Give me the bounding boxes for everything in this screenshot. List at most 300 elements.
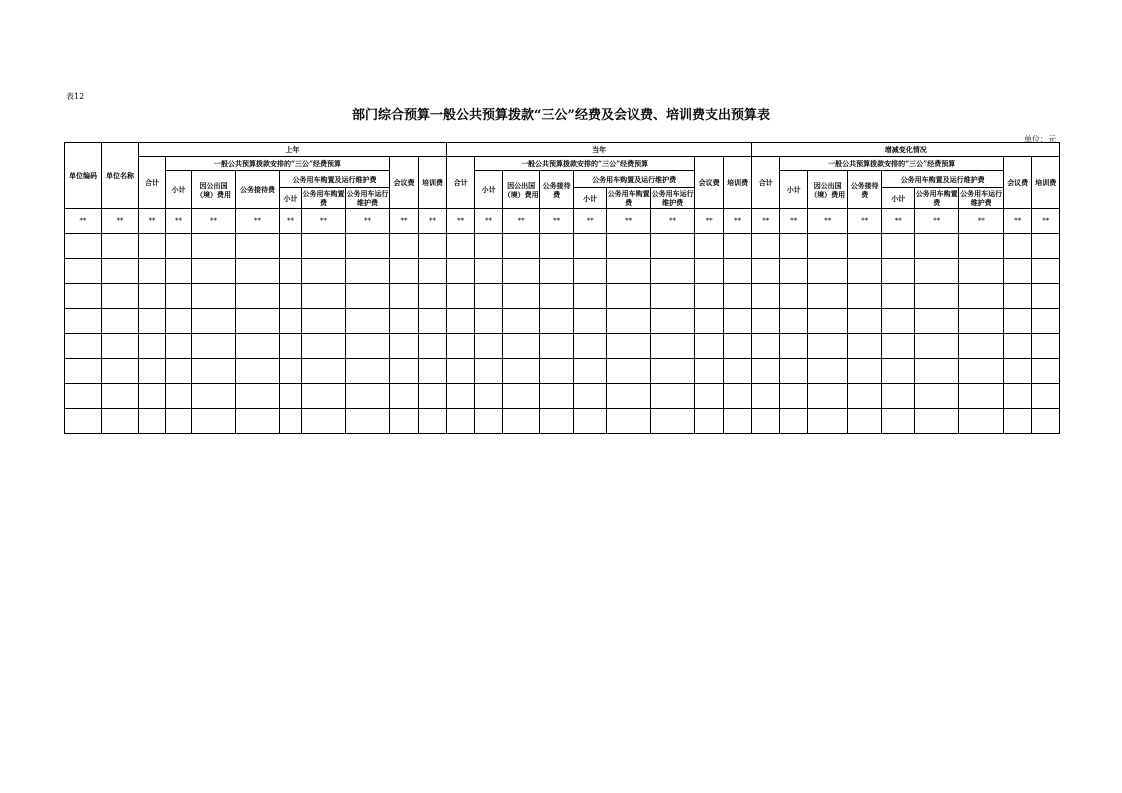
table-cell	[475, 334, 503, 359]
table-cell: **	[1032, 209, 1060, 234]
table-row	[65, 284, 1060, 309]
table-cell	[959, 259, 1004, 284]
table-cell	[695, 409, 724, 434]
table-cell	[475, 284, 503, 309]
table-cell	[280, 234, 302, 259]
table-cell	[503, 259, 540, 284]
table-cell	[651, 334, 695, 359]
table-cell	[1004, 334, 1032, 359]
table-row	[65, 309, 1060, 334]
table-cell	[752, 409, 780, 434]
table-cell	[139, 309, 166, 334]
page-title: 部门综合预算一般公共预算拨款“三公”经费及会议费、培训费支出预算表	[352, 108, 770, 123]
table-cell	[447, 384, 475, 409]
table-cell	[236, 309, 280, 334]
table-cell	[503, 384, 540, 409]
table-cell	[346, 359, 390, 384]
table-row	[65, 359, 1060, 384]
table-cell	[848, 284, 882, 309]
table-cell: **	[166, 209, 192, 234]
table-cell	[915, 259, 959, 284]
table-cell	[102, 259, 139, 284]
table-cell	[390, 309, 419, 334]
meeting-header: 会议费	[390, 157, 419, 209]
table-cell	[390, 334, 419, 359]
table-cell	[447, 284, 475, 309]
table-cell	[139, 259, 166, 284]
total-header: 合计	[139, 157, 166, 209]
table-cell	[574, 234, 607, 259]
table-cell	[915, 334, 959, 359]
table-cell	[102, 234, 139, 259]
table-cell	[192, 334, 236, 359]
table-cell	[280, 334, 302, 359]
table-cell	[607, 409, 651, 434]
table-cell	[882, 409, 915, 434]
table-cell	[915, 234, 959, 259]
table-cell	[447, 309, 475, 334]
table-cell	[607, 309, 651, 334]
table-cell	[574, 309, 607, 334]
table-cell	[139, 384, 166, 409]
table-cell	[65, 309, 102, 334]
table-cell	[65, 384, 102, 409]
table-cell	[447, 234, 475, 259]
table-cell	[236, 409, 280, 434]
table-cell	[848, 409, 882, 434]
table-row	[65, 234, 1060, 259]
table-cell	[447, 334, 475, 359]
table-cell	[390, 384, 419, 409]
table-cell	[574, 284, 607, 309]
reception-header: 公务接待费	[540, 171, 574, 209]
table-cell: **	[574, 209, 607, 234]
sangong-header: 一般公共预算拨款安排的“三公”经费预算	[166, 157, 390, 171]
table-cell	[651, 284, 695, 309]
table-cell	[915, 359, 959, 384]
table-cell	[574, 334, 607, 359]
table-cell: **	[695, 209, 724, 234]
table-cell	[752, 309, 780, 334]
table-cell	[780, 284, 808, 309]
table-cell	[915, 284, 959, 309]
table-cell	[475, 359, 503, 384]
table-cell	[607, 359, 651, 384]
table-cell	[192, 234, 236, 259]
table-cell: **	[752, 209, 780, 234]
subtotal-header: 小计	[166, 171, 192, 209]
table-cell: **	[475, 209, 503, 234]
table-cell: **	[280, 209, 302, 234]
table-cell	[848, 259, 882, 284]
table-cell	[780, 384, 808, 409]
table-cell	[780, 234, 808, 259]
table-cell: **	[65, 209, 102, 234]
unit-name-header: 单位名称	[102, 143, 139, 209]
table-cell	[166, 384, 192, 409]
table-cell	[139, 409, 166, 434]
table-cell	[1032, 309, 1060, 334]
table-cell	[752, 384, 780, 409]
table-cell	[540, 309, 574, 334]
training-header: 培训费	[419, 157, 447, 209]
abroad-header: 因公出国（境）费用	[503, 171, 540, 209]
table-cell	[65, 409, 102, 434]
table-cell	[475, 234, 503, 259]
table-cell	[1004, 384, 1032, 409]
table-cell	[302, 309, 346, 334]
table-cell	[607, 259, 651, 284]
table-cell	[780, 309, 808, 334]
table-cell	[166, 309, 192, 334]
table-cell	[390, 234, 419, 259]
table-cell: **	[724, 209, 752, 234]
table-cell	[390, 359, 419, 384]
table-cell	[236, 259, 280, 284]
table-cell	[651, 259, 695, 284]
table-cell	[607, 234, 651, 259]
table-cell	[419, 234, 447, 259]
table-cell	[780, 334, 808, 359]
table-cell	[236, 334, 280, 359]
table-cell	[1004, 409, 1032, 434]
table-cell	[447, 409, 475, 434]
table-cell	[102, 359, 139, 384]
table-cell: **	[882, 209, 915, 234]
table-cell	[808, 284, 848, 309]
table-cell	[651, 359, 695, 384]
vehicle-subtotal-header: 小计	[280, 188, 302, 209]
table-cell	[808, 409, 848, 434]
table-cell	[724, 334, 752, 359]
table-cell: **	[390, 209, 419, 234]
table-cell	[346, 284, 390, 309]
table-cell	[695, 334, 724, 359]
table-cell	[959, 384, 1004, 409]
table-cell	[540, 234, 574, 259]
table-cell	[695, 234, 724, 259]
table-cell	[959, 309, 1004, 334]
table-cell	[574, 259, 607, 284]
table-cell: **	[139, 209, 166, 234]
table-cell	[882, 334, 915, 359]
table-cell	[1032, 234, 1060, 259]
table-cell	[959, 334, 1004, 359]
unit-label: 单位：元	[1024, 135, 1056, 144]
table-cell	[503, 334, 540, 359]
table-cell	[574, 359, 607, 384]
table-cell	[102, 284, 139, 309]
table-cell	[724, 384, 752, 409]
table-cell: **	[302, 209, 346, 234]
group-header-current-year: 当年	[447, 143, 752, 157]
table-cell	[808, 309, 848, 334]
table-cell	[780, 409, 808, 434]
vehicle-operation-header: 公务用车运行维护费	[651, 189, 694, 207]
table-cell	[1032, 409, 1060, 434]
table-cell	[724, 359, 752, 384]
table-cell: **	[959, 209, 1004, 234]
table-cell	[651, 234, 695, 259]
table-cell	[882, 259, 915, 284]
table-cell	[166, 284, 192, 309]
table-cell	[390, 259, 419, 284]
table-cell	[102, 384, 139, 409]
table-cell	[1032, 359, 1060, 384]
reception-header: 公务接待费	[848, 171, 882, 209]
table-cell	[607, 384, 651, 409]
table-cell	[166, 334, 192, 359]
table-cell: **	[780, 209, 808, 234]
table-cell: **	[447, 209, 475, 234]
table-cell	[540, 259, 574, 284]
table-cell	[236, 384, 280, 409]
table-cell	[503, 409, 540, 434]
table-cell	[475, 384, 503, 409]
table-cell	[808, 234, 848, 259]
table-cell	[882, 384, 915, 409]
table-cell	[752, 284, 780, 309]
table-cell	[302, 359, 346, 384]
vehicle-subtotal-header: 小计	[882, 188, 915, 209]
table-cell	[302, 334, 346, 359]
table-cell: **	[651, 209, 695, 234]
table-cell	[959, 284, 1004, 309]
table-cell	[192, 359, 236, 384]
table-cell	[280, 284, 302, 309]
table-cell	[848, 359, 882, 384]
table-cell	[102, 334, 139, 359]
table-cell: **	[540, 209, 574, 234]
table-cell: **	[346, 209, 390, 234]
vehicle-operation-header: 公务用车运行维护费	[346, 189, 389, 207]
table-cell	[280, 384, 302, 409]
table-cell	[192, 309, 236, 334]
table-cell	[139, 284, 166, 309]
table-cell	[695, 384, 724, 409]
table-cell	[1032, 284, 1060, 309]
table-cell	[752, 334, 780, 359]
table-cell	[695, 309, 724, 334]
table-cell	[882, 234, 915, 259]
vehicle-operation-header: 公务用车运行维护费	[960, 189, 1003, 207]
training-header: 培训费	[724, 157, 752, 209]
sangong-header: 一般公共预算拨款安排的“三公”经费预算	[475, 157, 695, 171]
table-cell: **	[915, 209, 959, 234]
table-cell	[848, 234, 882, 259]
table-cell	[65, 284, 102, 309]
table-cell	[959, 409, 1004, 434]
table-cell	[192, 284, 236, 309]
table-cell	[346, 409, 390, 434]
table-cell	[574, 409, 607, 434]
table-cell	[302, 284, 346, 309]
vehicle-purchase-header: 公务用车购置费	[302, 189, 345, 207]
table-cell	[540, 409, 574, 434]
table-cell	[447, 359, 475, 384]
training-header: 培训费	[1032, 157, 1060, 209]
table-cell	[915, 309, 959, 334]
vehicle-purchase-header: 公务用车购置费	[915, 189, 958, 207]
vehicle-header: 公务用车购置及运行维护费	[882, 171, 1004, 188]
table-cell	[139, 234, 166, 259]
table-cell	[808, 259, 848, 284]
table-cell	[419, 334, 447, 359]
meeting-header: 会议费	[695, 157, 724, 209]
table-cell	[419, 409, 447, 434]
table-cell	[166, 259, 192, 284]
table-cell	[236, 284, 280, 309]
table-cell	[1004, 259, 1032, 284]
table-cell	[390, 284, 419, 309]
table-cell	[346, 334, 390, 359]
table-cell: **	[102, 209, 139, 234]
table-row	[65, 209, 1060, 234]
table-cell	[724, 259, 752, 284]
table-cell	[651, 309, 695, 334]
table-cell	[540, 359, 574, 384]
table-cell	[752, 234, 780, 259]
table-cell: **	[808, 209, 848, 234]
table-cell	[102, 409, 139, 434]
table-cell	[752, 359, 780, 384]
table-cell	[302, 259, 346, 284]
meeting-header: 会议费	[1004, 157, 1032, 209]
table-cell	[280, 259, 302, 284]
table-cell	[139, 359, 166, 384]
vehicle-purchase-header: 公务用车购置费	[607, 189, 650, 207]
table-cell	[724, 234, 752, 259]
abroad-header: 因公出国（境）费用	[808, 171, 848, 209]
table-cell	[503, 234, 540, 259]
table-cell	[302, 384, 346, 409]
table-cell	[302, 409, 346, 434]
table-cell	[166, 409, 192, 434]
table-row	[65, 409, 1060, 434]
group-header-last-year: 上年	[139, 143, 447, 157]
table-cell	[503, 359, 540, 384]
table-cell	[503, 284, 540, 309]
table-cell	[503, 309, 540, 334]
table-cell	[724, 409, 752, 434]
table-cell	[346, 234, 390, 259]
table-cell	[959, 359, 1004, 384]
table-cell	[390, 409, 419, 434]
table-cell	[1004, 234, 1032, 259]
table-cell	[1032, 334, 1060, 359]
total-header: 合计	[752, 157, 780, 209]
table-cell	[808, 384, 848, 409]
table-cell	[695, 359, 724, 384]
table-cell	[475, 409, 503, 434]
table-cell	[419, 284, 447, 309]
table-row	[65, 384, 1060, 409]
table-cell	[915, 409, 959, 434]
table-cell	[102, 309, 139, 334]
table-cell	[695, 284, 724, 309]
table-cell	[280, 409, 302, 434]
table-cell: **	[236, 209, 280, 234]
reception-header: 公务接待费	[236, 171, 280, 209]
table-cell	[574, 384, 607, 409]
table-id: 表12	[66, 92, 85, 101]
table-cell	[607, 284, 651, 309]
table-cell: **	[419, 209, 447, 234]
table-cell	[166, 359, 192, 384]
table-row	[65, 334, 1060, 359]
table-cell: **	[607, 209, 651, 234]
table-cell	[808, 334, 848, 359]
table-cell	[236, 234, 280, 259]
table-cell	[302, 234, 346, 259]
table-cell	[540, 284, 574, 309]
table-cell	[780, 359, 808, 384]
table-cell	[607, 334, 651, 359]
table-cell	[752, 259, 780, 284]
vehicle-subtotal-header: 小计	[574, 188, 607, 209]
table-cell	[724, 309, 752, 334]
table-cell	[882, 309, 915, 334]
table-cell	[695, 259, 724, 284]
table-cell	[419, 259, 447, 284]
table-cell: **	[192, 209, 236, 234]
table-cell	[280, 359, 302, 384]
abroad-header: 因公出国（境）费用	[192, 171, 236, 209]
table-cell	[65, 234, 102, 259]
table-cell	[65, 259, 102, 284]
table-cell	[192, 409, 236, 434]
table-cell	[882, 284, 915, 309]
table-cell	[419, 309, 447, 334]
sangong-header: 一般公共预算拨款安排的“三公”经费预算	[780, 157, 1004, 171]
table-cell	[346, 384, 390, 409]
vehicle-header: 公务用车购置及运行维护费	[574, 171, 695, 188]
table-cell	[780, 259, 808, 284]
table-cell	[419, 359, 447, 384]
vehicle-header: 公务用车购置及运行维护费	[280, 171, 390, 188]
table-cell	[280, 309, 302, 334]
table-cell	[808, 359, 848, 384]
table-cell	[540, 334, 574, 359]
budget-table	[64, 142, 1060, 434]
table-cell	[65, 334, 102, 359]
table-cell	[651, 384, 695, 409]
table-cell	[447, 259, 475, 284]
total-header: 合计	[447, 157, 475, 209]
subtotal-header: 小计	[475, 171, 503, 209]
table-cell	[848, 384, 882, 409]
table-cell	[192, 384, 236, 409]
table-cell	[346, 309, 390, 334]
table-cell: **	[503, 209, 540, 234]
table-cell	[419, 384, 447, 409]
table-cell	[540, 384, 574, 409]
table-cell: **	[848, 209, 882, 234]
table-cell	[1004, 359, 1032, 384]
table-cell: **	[1004, 209, 1032, 234]
table-cell	[1032, 259, 1060, 284]
table-cell	[1004, 284, 1032, 309]
table-cell	[139, 334, 166, 359]
table-cell	[651, 409, 695, 434]
table-cell	[236, 359, 280, 384]
table-cell	[848, 334, 882, 359]
table-cell	[346, 259, 390, 284]
table-cell	[724, 284, 752, 309]
table-cell	[882, 359, 915, 384]
table-cell	[475, 259, 503, 284]
table-cell	[65, 359, 102, 384]
